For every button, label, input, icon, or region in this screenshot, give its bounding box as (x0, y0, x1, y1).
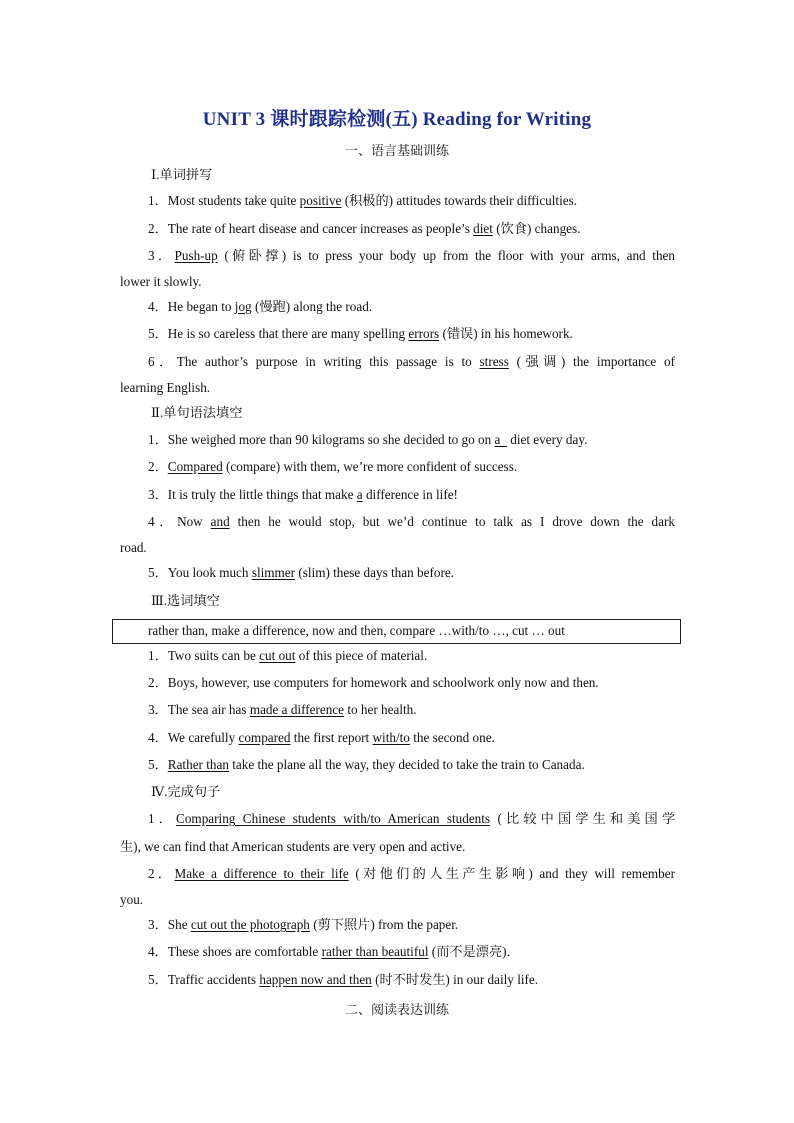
part3-heading: Ⅲ.选词填空 (151, 593, 220, 608)
word-box (112, 619, 681, 644)
p4-q1: 1．Comparing Chinese students with/to American students (比较中国学生和美国学 (148, 811, 676, 826)
p3-q1: 1．Two suits can be cut out of this piece of material. (148, 648, 428, 663)
answer: stress (479, 354, 509, 369)
answer: cut out the photograph (190, 917, 310, 932)
p1-q1: 1．Most students take quite positive (积极的) attitudes towards their difficulties. (148, 193, 578, 208)
answer: with/to (372, 730, 410, 745)
p1-q3: 3．Push-up (俯卧撑) is to press your body up from the floor with your arms, and then (148, 248, 675, 263)
answer: slimmer (251, 565, 296, 580)
answer: rather than beautiful (321, 944, 429, 959)
p3-q5: 5．Rather than take the plane all the way, they decided to take the train to Canada. (148, 757, 585, 772)
answer: errors (408, 326, 440, 341)
p4-q2: 2．Make a difference to their life (对他们的人生产生影响) and they will remember (148, 866, 676, 881)
answer: made a difference (249, 702, 345, 717)
word-box-text: rather than, make a difference, now and then, compare …with/to …, cut … out (148, 623, 565, 638)
section-one-heading: 一、语言基础训练 (344, 143, 449, 158)
p4-q3: 3．She cut out the photograph (剪下照片) from the paper. (148, 917, 459, 932)
section-two-heading: 二、阅读表达训练 (344, 1002, 449, 1017)
p2-q4-cont: road. (120, 540, 147, 555)
answer: happen now and then (259, 972, 372, 987)
answer: and (210, 514, 230, 529)
page-title: UNIT 3 课时跟踪检测(五) Reading for Writing (202, 109, 592, 130)
p1-q6-cont: learning English. (120, 380, 211, 395)
answer: Rather than (167, 757, 229, 772)
p2-q2: 2．Compared (compare) with them, we’re more confident of success. (148, 459, 518, 474)
answer: Comparing Chinese students with/to American students (176, 811, 491, 826)
p1-q6: 6．The author’s purpose in writing this passage is to stress (强调) the importance of (148, 354, 676, 369)
answer: jog (234, 299, 252, 314)
p1-q4: 4．He began to jog (慢跑) along the road. (148, 299, 373, 314)
p1-q3-cont: lower it slowly. (120, 274, 202, 289)
p2-q3: 3．It is truly the little things that make a difference in life! (148, 487, 458, 502)
p4-q4: 4．These shoes are comfortable rather than beautiful (而不是漂亮)． (148, 944, 520, 959)
p4-q1-cont: 生), we can find that American students are very open and active. (120, 839, 466, 854)
answer: Make a difference to their life (174, 866, 349, 881)
answer: Push-up (174, 248, 218, 263)
answer: compared (238, 730, 291, 745)
p2-q4: 4．Now and then he would stop, but we’d continue to talk as I drove down the dark (148, 514, 675, 529)
p3-q4: 4．We carefully compared the first report with/to the second one. (148, 730, 495, 745)
answer: a (494, 432, 507, 447)
part4-heading: Ⅳ.完成句子 (151, 784, 221, 799)
answer: Compared (167, 459, 223, 474)
answer: cut out (259, 648, 296, 663)
p4-q5: 5．Traffic accidents happen now and then (时不时发生) in our daily life. (148, 972, 539, 987)
answer: a (356, 487, 363, 502)
answer: diet (473, 221, 493, 236)
p2-q1: 1．She weighed more than 90 kilograms so she decided to go on a diet every day. (148, 432, 588, 447)
p1-q2: 2．The rate of heart disease and cancer increases as people’s diet (饮食) changes. (148, 221, 581, 236)
answer: positive (299, 193, 342, 208)
p1-q5: 5．He is so careless that there are many spelling errors (错误) in his homework. (148, 326, 573, 341)
p4-q2-cont: you. (120, 892, 144, 907)
part2-heading: Ⅱ.单句语法填空 (151, 405, 243, 420)
part1-heading: Ⅰ.单词拼写 (151, 167, 213, 182)
p3-q3: 3．The sea air has made a difference to her health. (148, 702, 417, 717)
p3-q2: 2．Boys, however, use computers for homework and schoolwork only now and then. (148, 675, 599, 690)
p2-q5: 5．You look much slimmer (slim) these days than before. (148, 565, 454, 580)
